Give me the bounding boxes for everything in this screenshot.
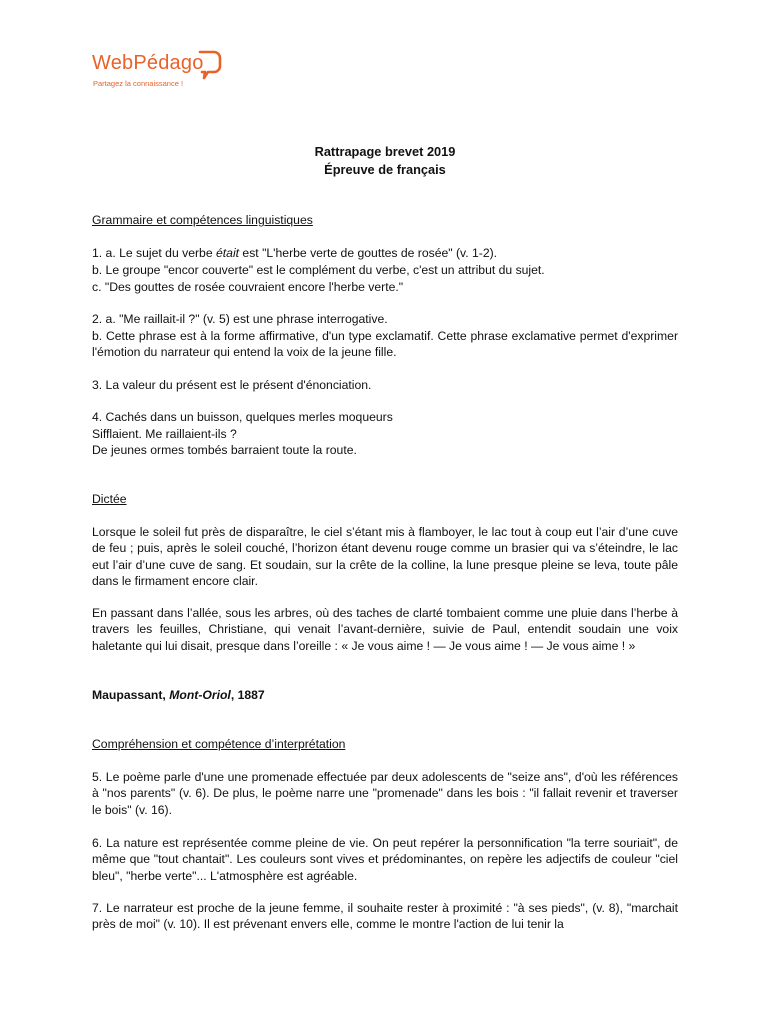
section-heading-grammaire: Grammaire et compétences linguistiques: [92, 213, 313, 227]
answer-4-line3: De jeunes ormes tombés barraient toute la route.: [92, 443, 357, 457]
dictee-paragraph-1: Lorsque le soleil fut près de disparaître, le ciel s’étant mis à flamboyer, le lac tout à coup eut l’air d’une cuve de feu ; puis, après le soleil couché, l’horizon étant devenu rouge comme un brasier qui va s’éteindre, le lac eut l’air d’une cuve de sang. Et soudain, sur la crête de la colline, la lune presque pleine se leva, toute pâle dans le firmament encore clair.: [92, 525, 678, 589]
dictee-paragraph-2: En passant dans l’allée, sous les arbres, où des taches de clarté tombaient comme une pluie dans l’herbe à travers les feuilles, Christiane, qui venait l’avant-dernière, suivie de Paul, entendit soudain une voix haletante qui lui disait, presque dans l’oreille : « Je vous aime ! — Je vous aime ! — Je vous aime ! »: [92, 606, 678, 653]
answer-1a-post: est "L'herbe verte de gouttes de rosée" (v. 1-2).: [239, 246, 498, 260]
answer-1a-em: était: [216, 246, 240, 260]
source-author: Maupassant,: [92, 688, 170, 702]
section-heading-dictee: Dictée: [92, 492, 127, 506]
answer-4-line2: Sifflaient. Me raillaient-ils ?: [92, 427, 237, 441]
answer-4-line1: 4. Cachés dans un buisson, quelques merles moqueurs: [92, 410, 393, 424]
logo-tagline: Partagez la connaissance !: [93, 79, 184, 88]
answer-1a: [92, 245, 497, 261]
logo-name: WebPédago: [92, 52, 204, 74]
answer-7: 7. Le narrateur est proche de la jeune femme, il souhaite rester à proximité : "à ses pieds", (v. 8), "marchait près de moi" (v. 10). Il est prévenant envers elle, comme le montre l'action de lui tenir la: [92, 901, 678, 932]
answer-1c: c. "Des gouttes de rosée couvraient encore l'herbe verte.": [92, 280, 404, 294]
speech-bubble-icon: [194, 48, 222, 82]
source-year: , 1887: [230, 688, 265, 702]
doc-title-line2: Épreuve de français: [324, 162, 446, 177]
answer-6: 6. La nature est représentée comme pleine de vie. On peut repérer la personnification "la terre souriait", de même que "tout chantait". Les couleurs sont vives et prédominantes, on repère les adjectifs de couleur "ciel bleu", "herbe verte"... L'atmosphère est agréable.: [92, 836, 678, 883]
webpedago-logo: [92, 48, 222, 98]
doc-title-line1: Rattrapage brevet 2019: [314, 144, 456, 159]
answer-2a: 2. a. "Me raillait-il ?" (v. 5) est une phrase interrogative.: [92, 312, 388, 326]
answer-3: 3. La valeur du présent est le présent d'énonciation.: [92, 378, 372, 392]
answer-1a-pre: 1. a. Le sujet du verbe: [92, 246, 216, 260]
section-heading-comprehension: Compréhension et compétence d’interprétation: [92, 737, 346, 751]
source-title: Mont-Oriol: [169, 688, 231, 702]
answer-2b: b. Cette phrase est à la forme affirmative, d'un type exclamatif. Cette phrase exclamative permet d'exprimer l'émotion du narrateur qui entend la voix de la jeune fille.: [92, 329, 678, 360]
answer-1b: b. Le groupe "encor couverte" est le complément du verbe, c'est un attribut du sujet.: [92, 263, 545, 277]
answer-5: 5. Le poème parle d'une une promenade effectuée par deux adolescents de "seize ans", d'où les références à "nos parents" (v. 6). De plus, le poème narre une "promenade" dans les bois : "il fallait revenir et traverser le bois" (v. 16).: [92, 770, 678, 817]
dictee-source: [92, 687, 265, 703]
